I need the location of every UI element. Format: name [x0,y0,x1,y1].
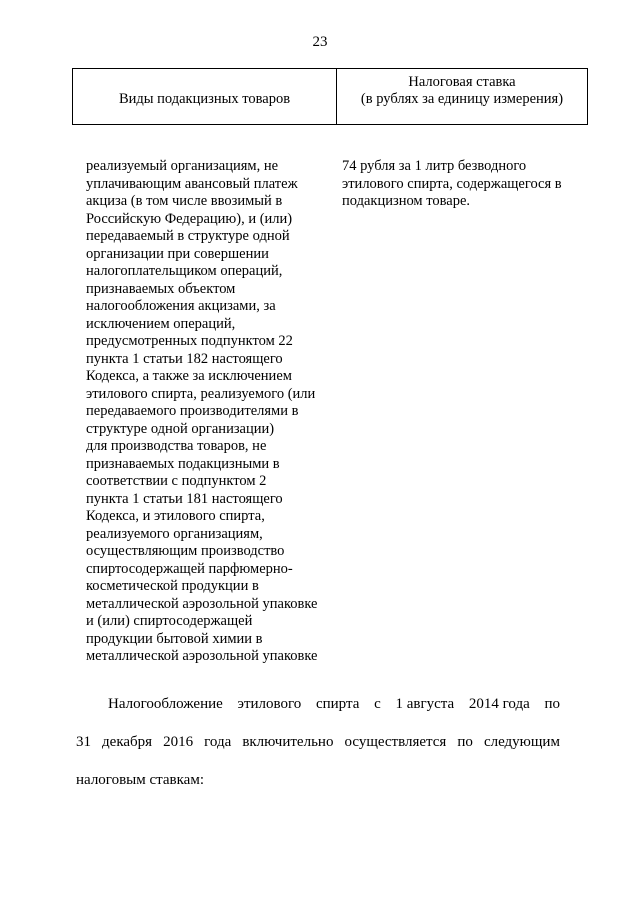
product-description-line: передаваемого производителями в [86,403,299,419]
table-header [72,68,588,125]
paragraph-line-2 [76,734,560,751]
tax-rate-line: 74 рубля за 1 литр безводного [342,158,527,174]
header-tax-rate-label: Налоговая ставка [408,74,516,90]
product-description-line: налогоплательщиком операций, [86,263,283,279]
paragraph-word: декабря [102,734,153,750]
product-description-line: пункта 1 статьи 181 настоящего [86,490,283,507]
product-description-line: пункта 1 статьи 182 настоящего [86,350,283,367]
product-description-line: Российскую Федерацию), и (или) [86,210,293,227]
paragraph-word: года [204,734,232,750]
paragraph-word: Налогообложение [108,696,223,712]
product-description-line: признаваемых объектом [86,280,236,297]
paragraph-line-3: налоговым ставкам: [76,772,204,788]
paragraph-word: 31 [76,734,91,750]
product-description-line: признаваемых подакцизными в [86,455,280,472]
product-description-line: предусмотренных подпунктом 22 [86,333,293,349]
paragraph-word: 1 августа [395,696,455,712]
product-description-line: для производства товаров, не [86,438,267,454]
product-description-line: спиртосодержащей парфюмерно- [86,560,293,577]
paragraph-word: по [544,696,560,712]
paragraph-word: следующим [483,734,560,750]
product-description-line: уплачивающим авансовый платеж [86,175,298,192]
tax-rate-line: подакцизном товаре. [342,193,471,209]
paragraph-word: спирта [315,696,360,712]
header-product-types [73,69,337,124]
header-tax-rate-unit: (в рублях за единицу измерения) [360,91,564,107]
product-description-line: исключением операций, [86,315,236,332]
product-description-line: реализуемого организациям, [86,525,263,542]
product-description-line: соответствии с подпунктом 2 [86,473,267,489]
paragraph-word: включительно [242,734,334,750]
product-description-line: акциза (в том числе ввозимый в [86,193,283,209]
paragraph-line-1 [108,696,560,713]
product-description-line: осуществляющим производство [86,543,285,559]
product-description-line: продукции бытовой химии в [86,630,263,647]
product-description-line: Кодекса, и этилового спирта, [86,508,265,524]
product-description-line: косметической продукции в [86,578,259,594]
tax-rate-cell [342,158,582,211]
page-number: 23 [312,34,328,50]
product-description-line: металлической аэрозольной упаковке [86,648,318,664]
product-description-line: организации при совершении [86,245,269,262]
product-description-line: Кодекса, а также за исключением [86,368,292,384]
paragraph-word: 2016 [163,734,194,750]
paragraph-word: с [374,696,381,712]
product-description-line: и (или) спиртосодержащей [86,613,253,629]
tax-rate-line: этилового спирта, содержащегося в [342,175,562,192]
paragraph-word: 2014 года [468,696,530,712]
header-product-types-label: Виды подакцизных товаров [118,91,291,107]
product-description-line: реализуемый организациям, не [86,158,279,174]
product-description-line: этилового спирта, реализуемого (или [86,385,316,402]
paragraph-word: осуществляется [344,734,447,750]
product-description-line: металлической аэрозольной упаковке [86,595,318,612]
paragraph-word: этилового [237,696,302,712]
product-description-cell [86,158,336,666]
product-description-line: передаваемый в структуре одной [86,228,290,244]
header-tax-rate [337,69,587,124]
paragraph-word: по [457,734,473,750]
product-description-line: структуре одной организации) [86,420,275,437]
product-description-line: налогообложения акцизами, за [86,298,276,314]
